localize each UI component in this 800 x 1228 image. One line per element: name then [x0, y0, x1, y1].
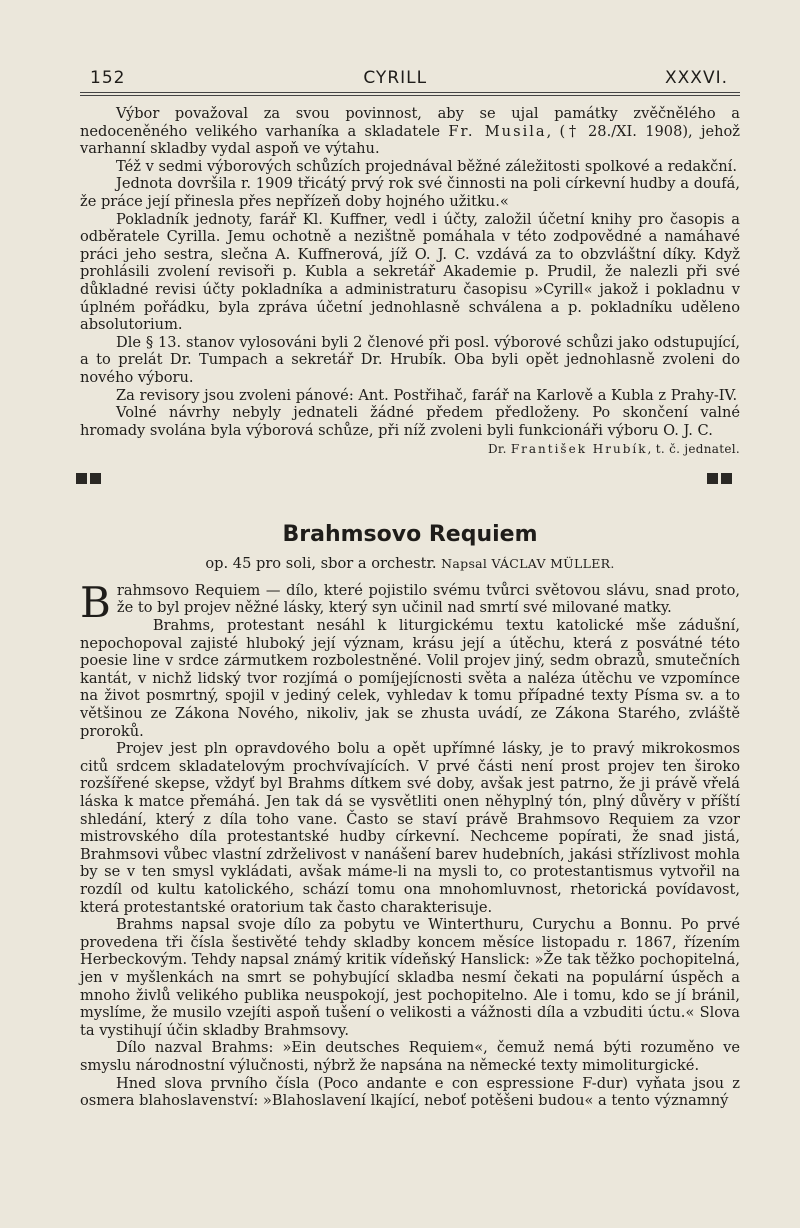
- drop-cap: B: [80, 577, 111, 627]
- article-title: Brahmsovo Requiem: [282, 521, 538, 547]
- page-number: 152: [90, 68, 126, 88]
- running-title: CYRILL: [363, 68, 428, 88]
- paragraph: Za revisory jsou zvoleni pánové: Ant. Postřihač, farář na Karlově a Kubla z Prahy-IV.: [116, 386, 738, 404]
- paragraph: Dílo nazval Brahms: »Ein deutsches Requiem«, čemuž nemá býti rozuměno ve smyslu národnostní výlučnosti, nýbrž že napsána na německé texty mimoliturgické.: [80, 1039, 740, 1074]
- paragraph: Hned slova prvního čísla (Poco andante e con espressione F-dur) vyňata jsou z osmera blahoslavenství: »Blahoslavení lkající, neboť potěšeni budou« a tento významný: [80, 1074, 740, 1110]
- article-author: Napsal VÁCLAV MÜLLER.: [441, 555, 615, 571]
- paragraph: Brahmsovo Requiem — dílo, které pojistilo svému tvůrci světovou slávu, snad proto, že to byl projev něžné lásky, který syn učinil nad smrtí své milované matky.: [80, 577, 740, 627]
- paragraph: Volné návrhy nebyly jednateli žádné předem předloženy. Po skončení valné hromady svolána byla výborová schůze, při níž zvoleni byli funkcionáři výboru O. J. C.: [80, 404, 740, 439]
- paragraph: Brahms napsal svoje dílo za pobytu ve Winterthuru, Curychu a Bonnu. Po prvé provedena tři čísla šestivěté tehdy skladby koncem měsíce listopadu r. 1867, řízením Herbeckovým. Tehdy napsal známý kritik vídeňský Hanslick: »Že tak těžko pochopitelná, jen v myšlenkách na smrt se pohybující skladba nesmí čekati na populární úspěch a mnoho živlů velikého publika neuspokojí, jest pochopitelno. Ale i tomu, kdo se jí bránil, myslíme, že musilo vzejíti aspoň tušení o velikosti a vážnosti díla a vzbuditi úctu.« Slova ta vystihují účin skladby Brahmsovy.: [80, 916, 740, 1039]
- article-text: [44, 577, 740, 1110]
- paragraph: Dle § 13. stanov vylosováni byli 2 členové při posl. výborové schůzi jako odstupující, a to prelát Dr. Tumpach a sekretář Dr. Hrubík. Oba byli opět jednohlasně zvoleni do nového výboru.: [80, 333, 740, 386]
- report-text: [80, 105, 740, 459]
- spaced-name: Fr. Musila: [448, 122, 547, 140]
- ornament-right-icon: [707, 473, 732, 484]
- paragraph: Brahms, protestant nesáhl k liturgickému textu katolické mše zádušní, nepochopoval zajisté hluboký její význam, krásu její a útěchu, která z posvátné této poesie line v srdce zármutkem rozbolestněné. Volil projev jiný, sedm obrazů, smutečních kantát, v nichž lidský tvor rozjímá o pomíjejícnosti světa a naléza útěchu ve vzpomínce na život posmrtný, spojil v jediný celek, vyhledav k tomu případné texty Písma sv. a to většinou ze Zákona Nového, nikoliv, jak se zhusta uvádí, ze Zákona Starého, zvláště proroků.: [80, 617, 740, 740]
- paragraph: Pokladník jednoty, farář Kl. Kuffner, vedl i účty, založil účetní knihy pro časopis a odběratele Cyrilla. Jemu ochotně a nezištně pomáhala v této zodpovědné a namáhavé práci jeho sestra, slečna A. Kuffnerová, jíž O. J. C. vzdává za to obzvláštní díky. Když prohlásili zvolení revisoři p. Kubla a sekretář Akademie p. Prudil, že nalezli při své důkladné revisi účty pokladníka a administraturu časopisu »Cyrill« jakož i pokladnu v úplném pořádku, byla zpráva účetní jednohlasně schválena a p. pokladníku uděleno absolutorium.: [80, 210, 740, 334]
- page-header: [80, 68, 740, 88]
- paragraph: Jednota dovršila r. 1909 třicátý prvý rok své činnosti na poli církevní hudby a doufá, že práce její přinesla přes nepřízeň doby hojného užitku.«: [80, 175, 740, 210]
- paragraph: Výbor považoval za svou povinnost, aby se ujal památky zvěčnělého a nedoceněného velikého varhaníka a skladatele Fr. Musila, († 28./XI. 1908), jehož varhanní skladby vydal aspoň ve výtahu.: [80, 105, 740, 158]
- volume-number: XXXVI.: [665, 68, 728, 88]
- paragraph: Projev jest pln opravdového bolu a opět upřímné lásky, je to pravý mikrokosmos citů srdcem skladatelovým prochvívajících. V prvé části není prost projev ten široko rozšířené skepse, vždyť byl Brahms dítkem své doby, avšak jest patrno, že ji právě vřelá láska k matce přemáhá. Jen tak dá se vysvětliti onen něhyplný tón, plný důvěry v příští shledání, který z díla toho vane. Často se staví právě Brahmsovo Requiem za vzor mistrovského díla protestantské hudby církevní. Nechceme popírati, že snad jistá, Brahmsovi vůbec vlastní zdrželivost v nanášení barev hudebních, jakási střízlivost mohla by se v ten smysl vykládati, avšak máme-li na mysli to, co protestantismus vytvořil na rozdíl od kultu katolického, schází tomu ona mnohomluvnost, rhetorická povídavost, která protestantské oratorium tak často charakterisuje.: [80, 740, 740, 916]
- section-divider: [76, 473, 732, 484]
- ornament-left-icon: [76, 473, 101, 484]
- signature: Dr. František Hrubík, t. č. jednatel.: [487, 442, 740, 457]
- paragraph: Též v sedmi výborových schůzích projednával běžné záležitosti spolkové a redakční.: [116, 157, 737, 175]
- article-subtitle: op. 45 pro soli, sbor a orchestr. Napsal VÁCLAV MÜLLER.: [205, 554, 615, 572]
- header-rule: [80, 92, 740, 93]
- header-rule-2: [80, 95, 740, 96]
